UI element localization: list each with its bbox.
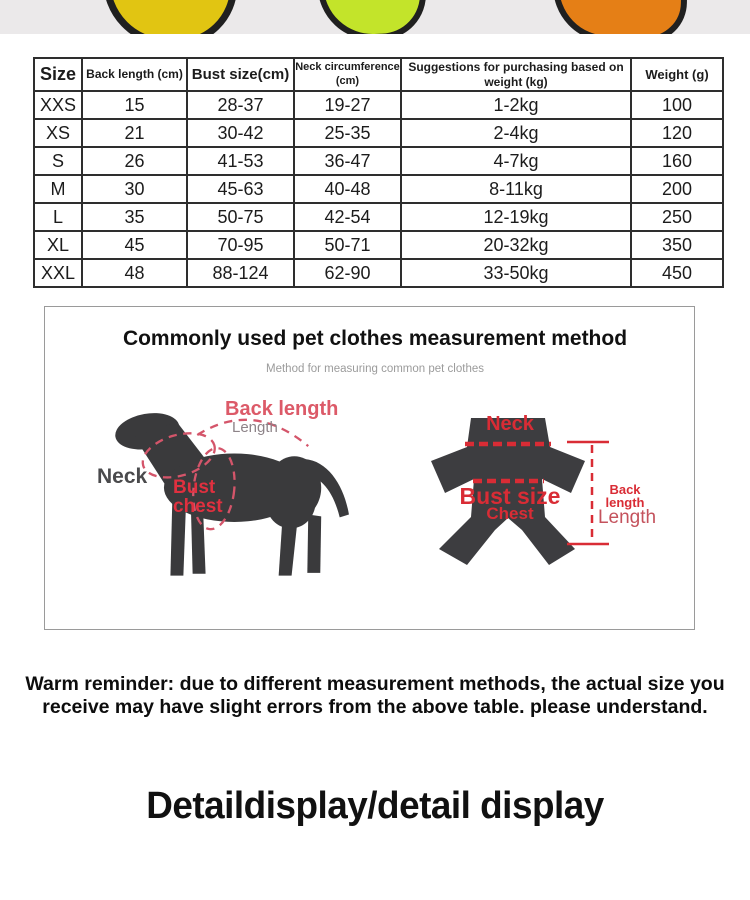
cell-back-length: 26 bbox=[82, 147, 187, 175]
table-row-xs bbox=[34, 119, 723, 147]
header-back-length: Back length (cm) bbox=[82, 58, 187, 91]
cell-bust-size: 50-75 bbox=[187, 203, 294, 231]
cell-neck: 36-47 bbox=[294, 147, 401, 175]
cell-weight-suggestion: 12-19kg bbox=[401, 203, 631, 231]
cell-neck: 42-54 bbox=[294, 203, 401, 231]
cell-weight: 450 bbox=[631, 259, 723, 287]
table-row-xxs bbox=[34, 91, 723, 119]
cell-neck: 25-35 bbox=[294, 119, 401, 147]
dog-chest-label: chest bbox=[173, 496, 223, 517]
measure-back-label: Back bbox=[609, 482, 641, 497]
dog-back-length-label: Back length bbox=[225, 398, 339, 420]
cell-size: S bbox=[34, 147, 82, 175]
header-size: Size bbox=[34, 58, 82, 91]
measurement-box-title: Commonly used pet clothes measurement method bbox=[122, 327, 628, 350]
cell-weight-suggestion: 8-11kg bbox=[401, 175, 631, 203]
cell-weight-suggestion: 2-4kg bbox=[401, 119, 631, 147]
size-table-header-row bbox=[34, 58, 723, 91]
table-row-s bbox=[34, 147, 723, 175]
table-row-m bbox=[34, 175, 723, 203]
dog-neck-label: Neck bbox=[97, 465, 148, 488]
orange-garment-photo bbox=[552, 0, 688, 34]
dog-silhouette-illustration bbox=[75, 398, 375, 583]
photo-strip bbox=[0, 0, 750, 34]
header-bust-size: Bust size(cm) bbox=[187, 58, 294, 91]
cell-size: XXL bbox=[34, 259, 82, 287]
cell-weight: 200 bbox=[631, 175, 723, 203]
table-row-l bbox=[34, 203, 723, 231]
cell-back-length: 15 bbox=[82, 91, 187, 119]
garment-bust-size-label: Bust size bbox=[459, 483, 561, 509]
size-table bbox=[33, 57, 724, 288]
cell-size: XL bbox=[34, 231, 82, 259]
cell-weight: 160 bbox=[631, 147, 723, 175]
measurement-box-subtitle: Method for measuring common pet clothes bbox=[266, 363, 484, 375]
warm-reminder-text bbox=[0, 673, 750, 719]
cell-back-length: 21 bbox=[82, 119, 187, 147]
cell-weight-suggestion: 4-7kg bbox=[401, 147, 631, 175]
cell-back-length: 48 bbox=[82, 259, 187, 287]
header-weight: Weight (g) bbox=[631, 58, 723, 91]
cell-bust-size: 88-124 bbox=[187, 259, 294, 287]
cell-bust-size: 45-63 bbox=[187, 175, 294, 203]
cell-neck: 50-71 bbox=[294, 231, 401, 259]
dog-bust-label: Bust bbox=[173, 477, 216, 498]
header-weight-suggestion: Suggestions for purchasing based on weight (kg) bbox=[401, 58, 631, 91]
measure-length-small-label: length bbox=[605, 495, 645, 510]
cell-back-length: 30 bbox=[82, 175, 187, 203]
cell-weight: 100 bbox=[631, 91, 723, 119]
cell-bust-size: 28-37 bbox=[187, 91, 294, 119]
yellow-garment-photo bbox=[102, 0, 238, 34]
measure-length-label: Length bbox=[597, 507, 657, 528]
table-row-xl bbox=[34, 231, 723, 259]
cell-weight: 250 bbox=[631, 203, 723, 231]
table-row-xxl bbox=[34, 259, 723, 287]
cell-weight-suggestion: 33-50kg bbox=[401, 259, 631, 287]
garment-neck-label: Neck bbox=[486, 413, 534, 435]
warm-reminder-line2: receive may have slight errors from the above table. please understand. bbox=[42, 696, 708, 718]
warm-reminder-line1: Warm reminder: due to different measurement methods, the actual size you bbox=[25, 673, 725, 695]
header-neck-circumference: Neck circumference (cm) bbox=[294, 58, 401, 91]
cell-weight: 350 bbox=[631, 231, 723, 259]
cell-size: XS bbox=[34, 119, 82, 147]
cell-neck: 40-48 bbox=[294, 175, 401, 203]
cell-size: XXS bbox=[34, 91, 82, 119]
cell-back-length: 45 bbox=[82, 231, 187, 259]
lime-garment-photo bbox=[317, 0, 428, 34]
cell-bust-size: 41-53 bbox=[187, 147, 294, 175]
garment-chest-label: Chest bbox=[486, 504, 534, 523]
detail-display-heading: Detaildisplay/detail display bbox=[146, 785, 604, 827]
cell-neck: 62-90 bbox=[294, 259, 401, 287]
cell-back-length: 35 bbox=[82, 203, 187, 231]
cell-neck: 19-27 bbox=[294, 91, 401, 119]
cell-weight: 120 bbox=[631, 119, 723, 147]
cell-weight-suggestion: 20-32kg bbox=[401, 231, 631, 259]
dog-silhouette bbox=[112, 408, 349, 575]
cell-bust-size: 30-42 bbox=[187, 119, 294, 147]
cell-weight-suggestion: 1-2kg bbox=[401, 91, 631, 119]
dog-length-label: Length bbox=[232, 419, 278, 436]
cell-bust-size: 70-95 bbox=[187, 231, 294, 259]
cell-size: M bbox=[34, 175, 82, 203]
cell-size: L bbox=[34, 203, 82, 231]
